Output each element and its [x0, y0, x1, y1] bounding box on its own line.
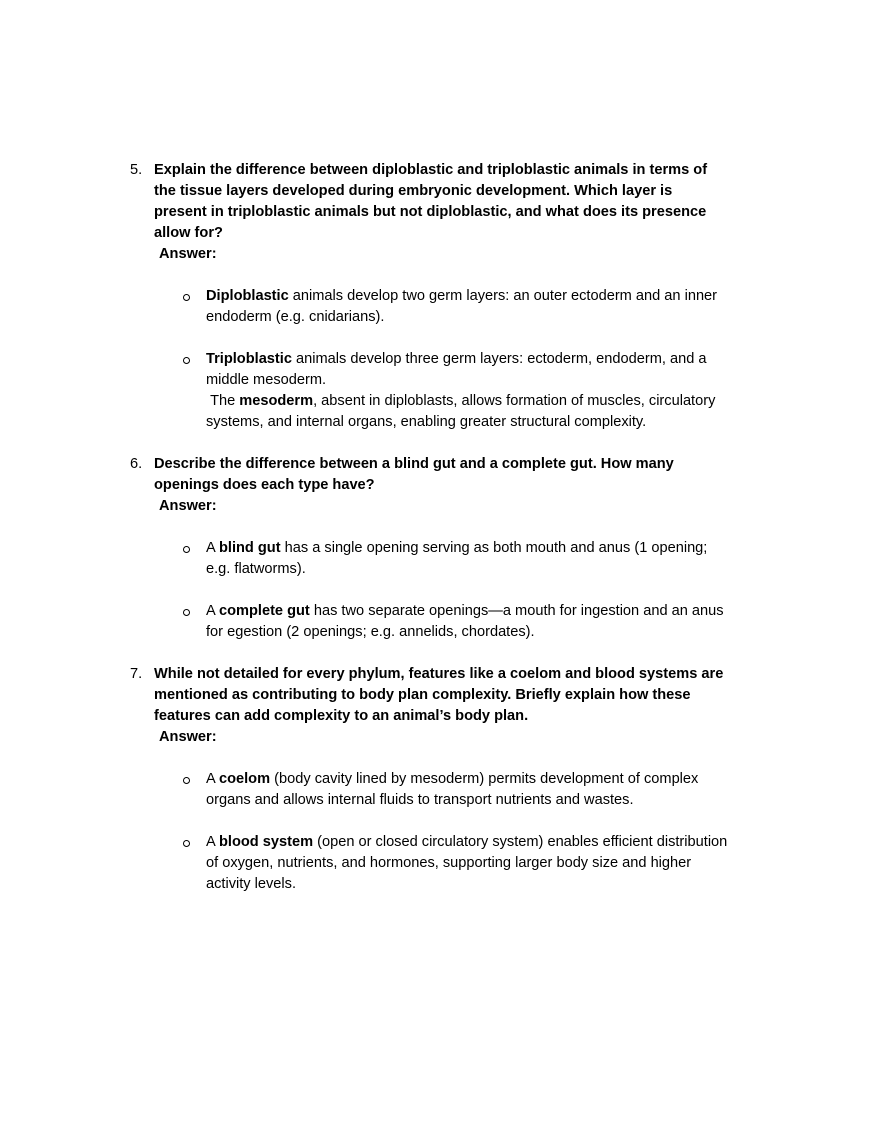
answer-bullet [154, 286, 834, 328]
question-item-5 [130, 160, 880, 433]
question-body [154, 160, 834, 433]
bullet-text: Diploblastic animals develop two germ layers: an outer ectoderm and an inner endoderm (e.g. cnidarians). [206, 288, 718, 325]
question-number: 6. [130, 456, 143, 472]
bullet-text: A complete gut has two separate openings—a mouth for ingestion and an anus for egestion (2 openings; e.g. annelids, chordates). [206, 603, 724, 640]
hollow-circle-bullet-icon [183, 840, 190, 847]
answer-label: Answer: [159, 246, 217, 262]
answer-bullet [154, 349, 834, 433]
bullet-marker [154, 349, 206, 433]
bullet-marker [154, 832, 206, 895]
answer-bullet [154, 832, 834, 895]
bullet-marker [154, 769, 206, 811]
question-item-6 [130, 454, 880, 643]
question-body [154, 454, 834, 643]
question-row [130, 454, 880, 643]
hollow-circle-bullet-icon [183, 777, 190, 784]
question-text: Describe the difference between a blind gut and a complete gut. How many openings does each type have? [154, 456, 674, 493]
bullet-text: A blood system (open or closed circulatory system) enables efficient distribution of oxygen, nutrients, and hormones, supporting larger body size and higher activity levels. [206, 834, 728, 892]
bullet-marker [154, 601, 206, 643]
question-number: 7. [130, 666, 143, 682]
answer-label: Answer: [159, 498, 217, 514]
hollow-circle-bullet-icon [183, 609, 190, 616]
question-row [130, 160, 880, 433]
hollow-circle-bullet-icon [183, 546, 190, 553]
bullet-marker [154, 286, 206, 328]
answer-bullet [154, 538, 834, 580]
bullet-text: A coelom (body cavity lined by mesoderm) permits development of complex organs and allows internal fluids to transport nutrients and wastes. [206, 771, 699, 808]
question-number: 5. [130, 162, 143, 178]
answer-bullet [154, 601, 834, 643]
bullet-text: Triploblastic animals develop three germ layers: ectoderm, endoderm, and a middle mesoderm. The mesoderm, absent in diploblasts, allows formation of muscles, circulatory systems, and internal organs, enabling greater structural complexity. [206, 351, 716, 430]
question-text: While not detailed for every phylum, features like a coelom and blood systems are mentioned as contributing to body plan complexity. Briefly explain how these features can add complexity to an animal’s body plan. [154, 666, 724, 724]
answer-bullet [154, 769, 834, 811]
hollow-circle-bullet-icon [183, 357, 190, 364]
bullet-text: A blind gut has a single opening serving as both mouth and anus (1 opening; e.g. flatworms). [206, 540, 708, 577]
question-row [130, 664, 880, 895]
question-item-7 [130, 664, 880, 895]
answer-label: Answer: [159, 729, 217, 745]
question-text: Explain the difference between diploblastic and triploblastic animals in terms of the tissue layers developed during embryonic development. Which layer is present in triploblastic animals but not diploblastic, and what does its presence allow for? [154, 162, 708, 241]
question-body [154, 664, 834, 895]
hollow-circle-bullet-icon [183, 294, 190, 301]
bullet-marker [154, 538, 206, 580]
